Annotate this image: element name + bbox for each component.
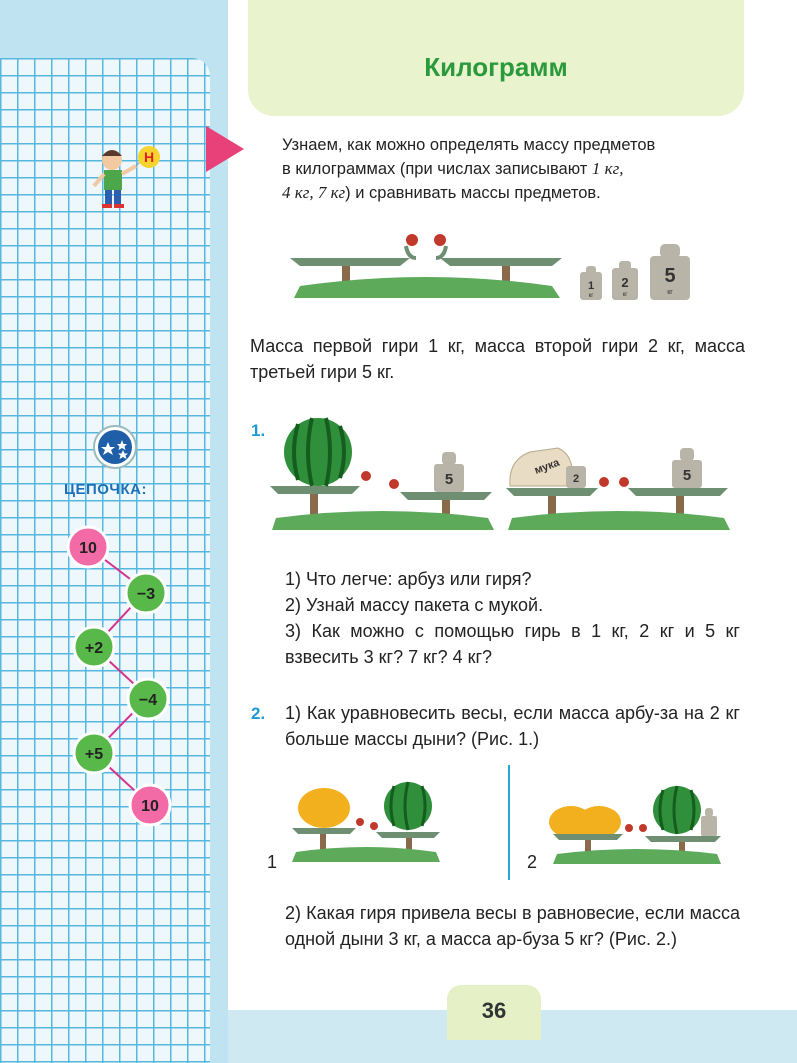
task1-question-1: 1) Что легче: арбуз или гиря?: [285, 569, 532, 589]
task2-question-1: 1) Как уравновесить весы, если масса арбу-за на 2 кг больше массы дыни? (Рис. 1.): [285, 703, 740, 749]
task1-weight-5b: 5: [682, 467, 692, 484]
weight-2-label: 2: [621, 275, 629, 290]
section-marker-arrow: [206, 126, 244, 172]
page-title: Килограмм: [424, 52, 568, 82]
task-1-number: 1.: [251, 421, 266, 440]
intro-line3b: ) и сравнивать массы предметов.: [345, 184, 601, 202]
balloon-badge-icon: [136, 144, 162, 170]
chain-label: ЦЕПОЧКА:: [64, 481, 147, 498]
intro-text: [282, 133, 772, 205]
intro-line2a: в килограммах (при числах записывают: [282, 160, 592, 178]
page-number: 36: [481, 998, 507, 1023]
intro-line2b: 1 кг,: [591, 159, 624, 178]
figure-2-label: 2: [527, 852, 538, 872]
badge-letter: Н: [143, 149, 155, 165]
task1-question-2: 2) Узнай массу пакета с мукой.: [285, 595, 544, 615]
task1-weight-5a: 5: [444, 471, 454, 488]
figure-2-scale: [545, 772, 725, 872]
task1-question-3: 3) Как можно с помощью гирь в 1 кг, 2 кг и 5 кг взвесить 3 кг? 7 кг? 4 кг?: [285, 621, 740, 667]
balance-scale-empty: [290, 228, 570, 308]
intro-line3a: 4 кг, 7 кг: [282, 183, 346, 202]
weights-mass-text: Масса первой гири 1 кг, масса второй гири 2 кг, масса третьей гири 5 кг.: [250, 336, 745, 382]
figure-1-label: 1: [267, 852, 278, 872]
intro-line1: Узнаем, как можно определять массу предметов: [282, 136, 656, 154]
task-2-number: 2.: [251, 704, 266, 723]
chain-item-4: −4: [138, 692, 158, 709]
figure-1-scale: [284, 772, 444, 872]
stars-badge-icon: [92, 424, 138, 470]
number-chain: [40, 515, 200, 835]
weight-5-label: 5: [664, 265, 676, 287]
weight-1-unit: кг: [588, 293, 594, 299]
weight-5-unit: кг: [667, 289, 673, 296]
chain-item-6: 10: [141, 798, 159, 815]
task1-scales-illustration: [268, 412, 738, 542]
task1-weight-2: 2: [572, 473, 580, 485]
chain-item-3: +2: [84, 640, 104, 657]
chain-item-5: +5: [84, 746, 104, 763]
figure-divider: [508, 765, 510, 880]
weights-1-2-5-icon: [578, 240, 698, 302]
task2-question-2: 2) Какая гиря привела весы в равновесие, если масса одной дыни 3 кг, а масса ар-буза 5 кг? (Рис. 2.): [285, 903, 740, 949]
chain-item-1: 10: [79, 540, 97, 557]
weight-1-label: 1: [587, 280, 595, 292]
chain-item-2: −3: [136, 586, 156, 603]
flour-label: мука: [532, 456, 562, 477]
weight-2-unit: кг: [622, 292, 628, 298]
